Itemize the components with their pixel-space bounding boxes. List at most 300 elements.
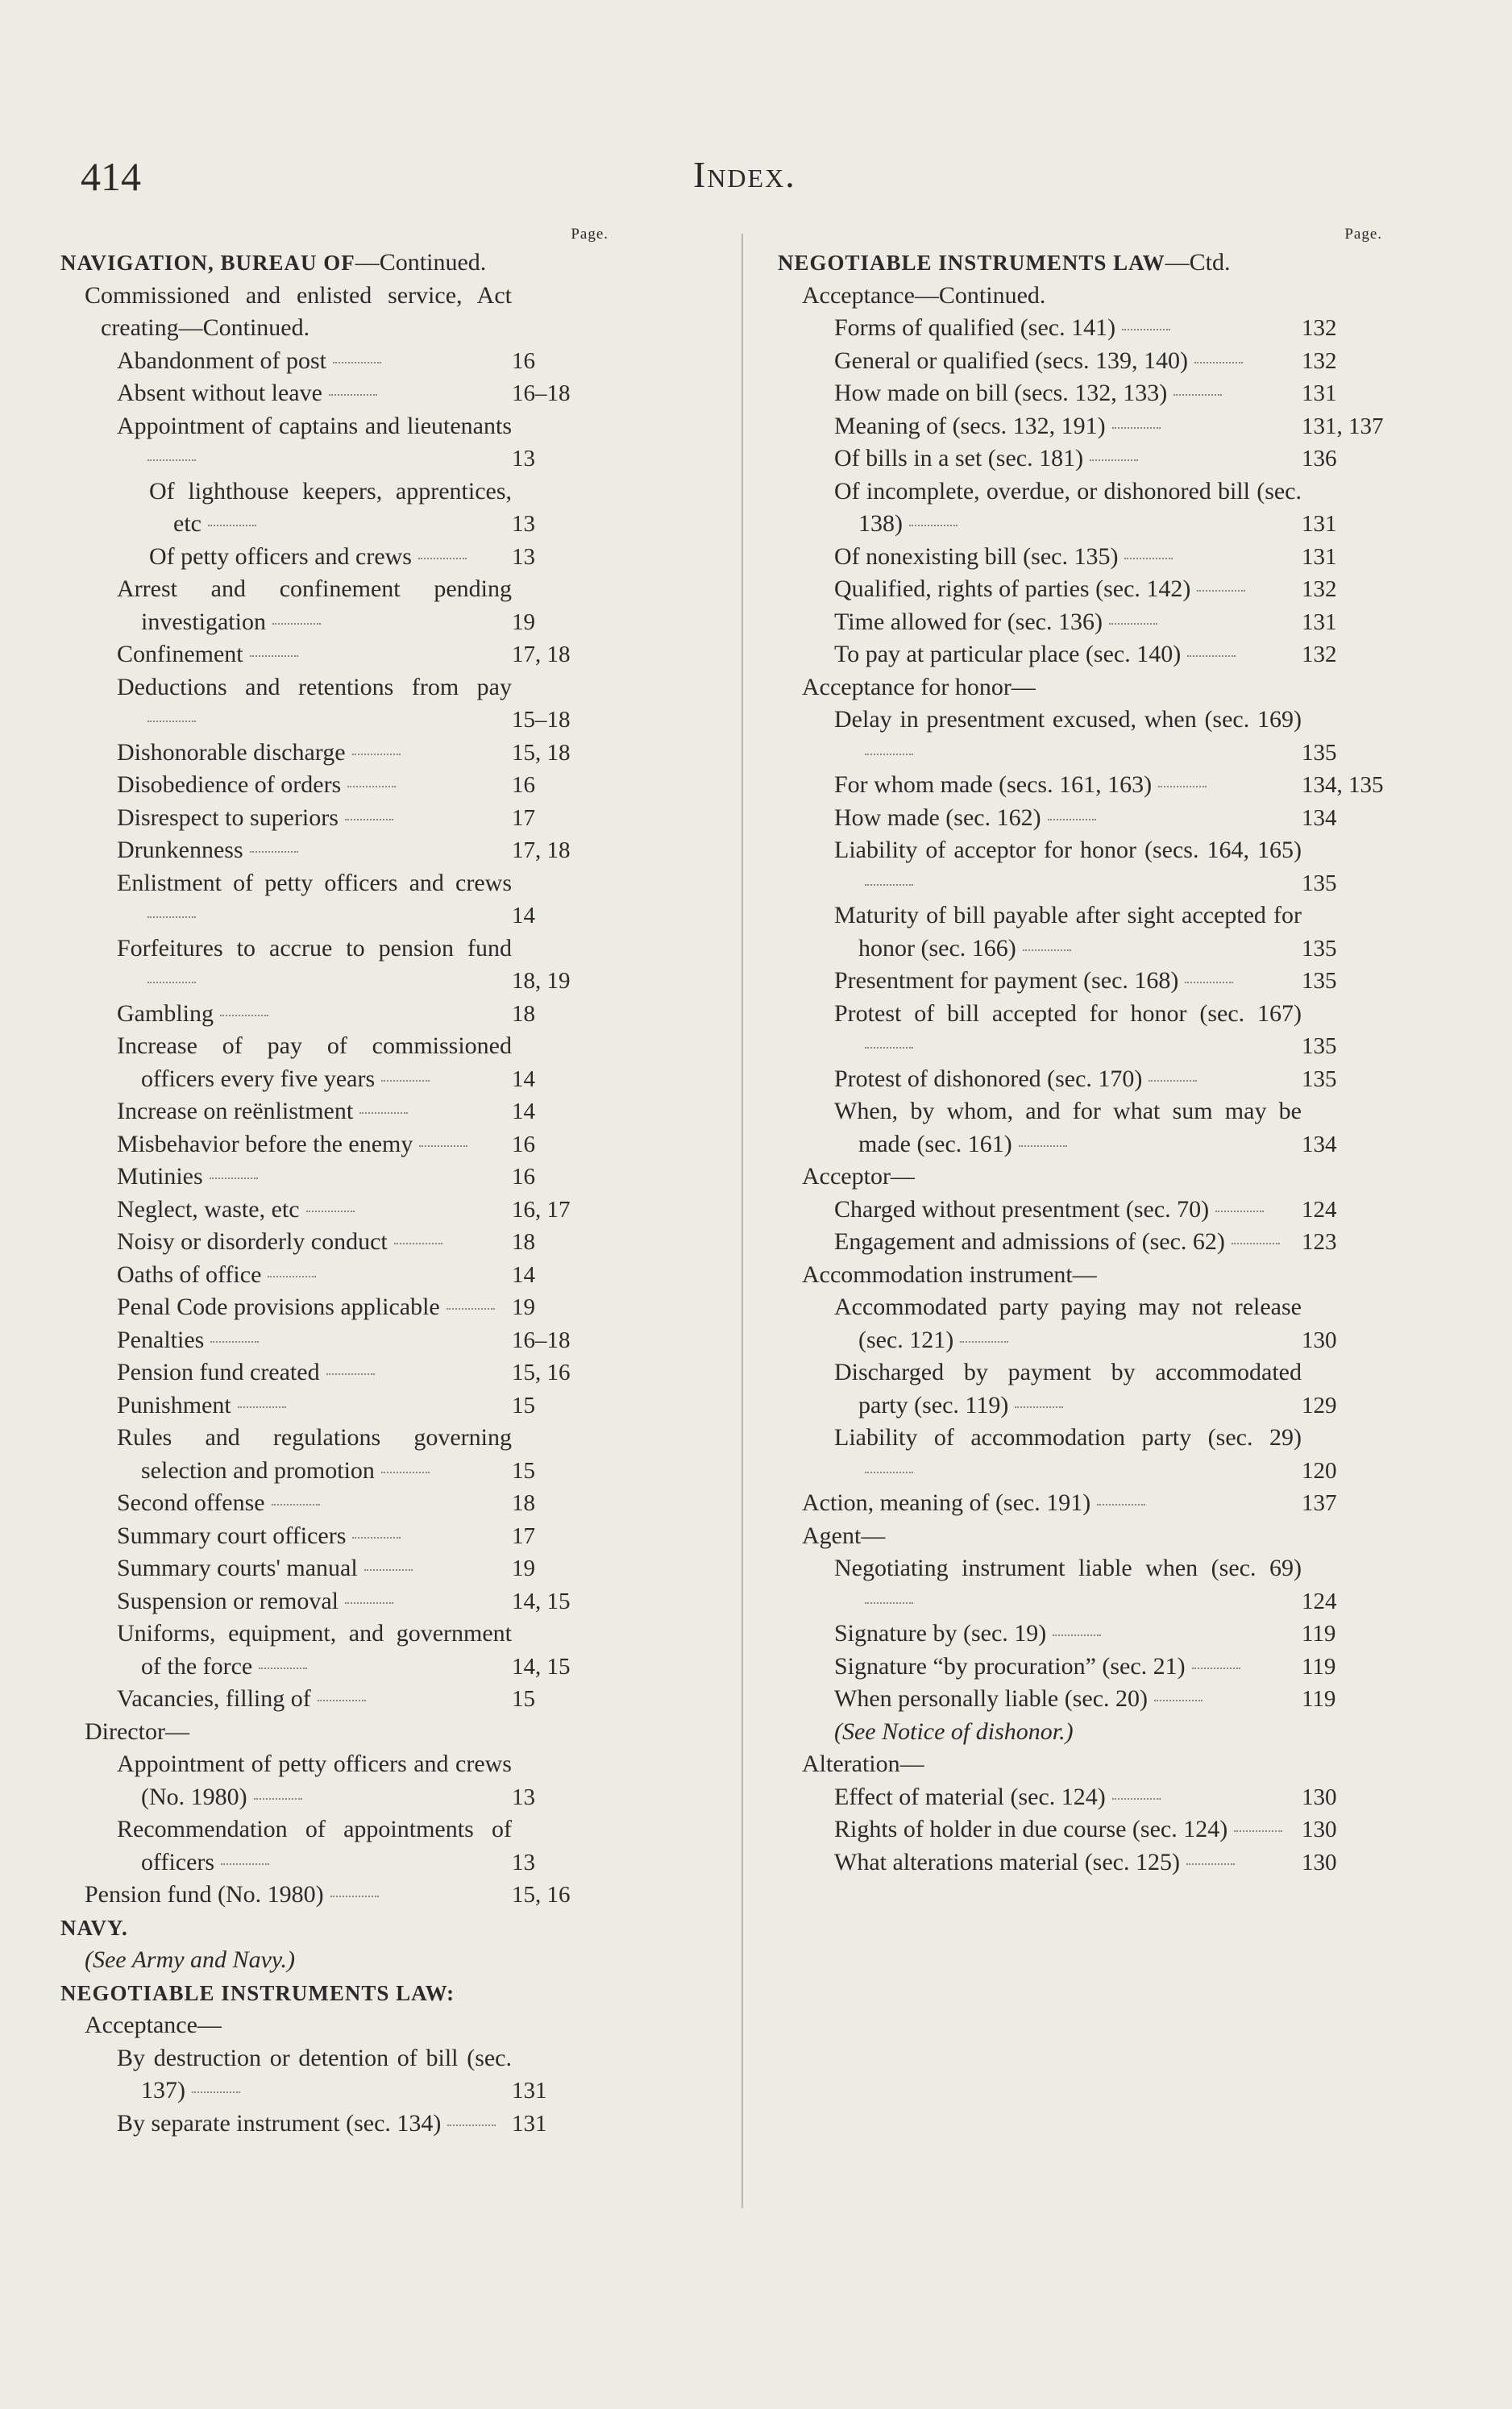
page-ref: 119	[1302, 1686, 1336, 1712]
page-ref: 16	[512, 1131, 535, 1157]
index-entry	[60, 1748, 625, 1813]
entry-text: Pension fund created	[117, 1359, 320, 1385]
leader-dots	[1112, 427, 1161, 429]
entry-text: NAVY.	[60, 1915, 128, 1940]
entry-text: What alterations material (sec. 125)	[834, 1848, 1180, 1875]
index-heading	[60, 1912, 625, 1945]
page-ref: 132	[1302, 347, 1337, 374]
index-entry	[778, 1422, 1423, 1487]
leader-dots	[306, 1211, 355, 1212]
page-ref: 15, 18	[512, 739, 571, 766]
leader-dots	[272, 1504, 320, 1506]
page-ref: 132	[1302, 642, 1337, 667]
entry-text: To pay at particular place (sec. 140)	[834, 641, 1182, 667]
index-entry	[60, 769, 625, 802]
entry-text: Dishonorable discharge	[117, 738, 346, 766]
page-ref: 137	[1302, 1490, 1337, 1516]
continued-note: —Ctd.	[1165, 249, 1231, 276]
entry-text: Liability of acceptor for honor (secs. 164, 165)	[834, 837, 1302, 863]
leader-dots	[1192, 1668, 1240, 1669]
entry-text: Signature by (sec. 19)	[834, 1620, 1047, 1647]
leader-dots	[238, 1406, 286, 1408]
page-ref: 135	[1302, 968, 1337, 994]
page-ref: 15–18	[512, 707, 571, 733]
left-column	[60, 226, 625, 2140]
entry-text: Acceptance for honor—	[802, 673, 1036, 700]
index-entry	[60, 280, 625, 345]
index-entry	[778, 442, 1423, 476]
index-entry	[778, 541, 1423, 574]
leader-dots	[352, 1537, 401, 1539]
index-entry	[60, 1422, 625, 1487]
page-ref: 130	[1302, 1784, 1337, 1810]
leader-dots	[250, 851, 298, 853]
index-entry	[778, 1487, 1423, 1520]
page-ref: 119	[1302, 1653, 1336, 1680]
index-entry	[778, 1552, 1423, 1618]
page-ref: 19	[512, 1294, 535, 1320]
index-entry	[60, 1487, 625, 1520]
page-ref: 131	[512, 2078, 547, 2104]
index-entry	[778, 1781, 1423, 1814]
index-entry	[60, 802, 625, 835]
page-ref: 14, 15	[512, 1588, 571, 1614]
entry-text: Suspension or removal	[117, 1587, 339, 1614]
page-ref: 13	[512, 446, 535, 471]
index-entry	[778, 1356, 1423, 1422]
leader-dots	[359, 1112, 408, 1114]
leader-dots	[1215, 1211, 1264, 1212]
index-entry	[778, 834, 1423, 899]
entry-text: Punishment	[117, 1391, 231, 1418]
page-ref: 132	[1302, 576, 1337, 602]
leader-dots	[1015, 1406, 1063, 1408]
leader-dots	[268, 1276, 316, 1277]
entry-text: Summary courts' manual	[117, 1555, 358, 1581]
leader-dots	[250, 655, 298, 657]
page-ref: 13	[512, 1849, 535, 1875]
entry-text: Drunkenness	[117, 837, 243, 863]
leader-dots	[1197, 590, 1245, 592]
leader-dots	[960, 1341, 1008, 1343]
index-entries	[60, 247, 625, 2140]
entry-text: When personally liable (sec. 20)	[834, 1685, 1149, 1712]
page-ref: 17, 18	[512, 837, 571, 863]
index-entry	[60, 1520, 625, 1553]
leader-dots	[1185, 982, 1233, 983]
page-ref: 17	[512, 1522, 535, 1549]
page-ref: 131	[512, 2110, 547, 2137]
index-entry	[60, 834, 625, 867]
entry-text: Acceptance—Continued.	[802, 281, 1046, 309]
index-entry	[60, 1030, 625, 1095]
page-ref: 17, 18	[512, 642, 571, 667]
index-heading	[60, 247, 625, 280]
leader-dots	[326, 1373, 375, 1375]
entry-text: Abandonment of post	[117, 347, 326, 374]
entry-text: Of lighthouse keepers, apprentices, etc	[149, 477, 512, 537]
page-column-label: Page.	[571, 226, 609, 243]
page-ref: 18, 19	[512, 968, 571, 994]
entry-text: Appointment of captains and lieutenants	[117, 412, 512, 439]
entry-text: Misbehavior before the enemy	[117, 1130, 413, 1157]
index-entry	[778, 1748, 1423, 1781]
page-ref: 130	[1302, 1327, 1337, 1353]
leader-dots	[147, 916, 196, 918]
entry-text: Presentment for payment (sec. 168)	[834, 967, 1179, 994]
page-ref: 131	[1302, 543, 1337, 570]
leader-dots	[1186, 1863, 1235, 1865]
index-heading	[60, 1977, 625, 2010]
entry-text: Protest of dishonored (sec. 170)	[834, 1065, 1143, 1092]
leader-dots	[1173, 394, 1222, 396]
leader-dots	[364, 1569, 413, 1571]
entry-text: How made (sec. 162)	[834, 804, 1041, 831]
index-entry	[778, 573, 1423, 606]
entry-text: Commissioned and enlisted service, Act creating—Continued.	[85, 281, 512, 341]
page-ref: 18	[512, 1490, 535, 1516]
entry-text: Acceptor—	[802, 1163, 915, 1190]
leader-dots	[330, 1896, 379, 1897]
entry-text: Acceptance—	[85, 2012, 222, 2038]
page-ref: 16–18	[512, 1327, 571, 1353]
leader-dots	[1053, 1634, 1101, 1636]
index-entry	[778, 802, 1423, 835]
entry-text: Gambling	[117, 999, 214, 1027]
leader-dots	[220, 1015, 268, 1016]
entry-text: Increase on reënlistment	[117, 1098, 354, 1124]
index-entry	[778, 1651, 1423, 1684]
index-entry	[778, 671, 1423, 704]
index-entry	[778, 606, 1423, 639]
leader-dots	[347, 786, 396, 787]
page-ref: 130	[1302, 1849, 1337, 1875]
entry-text: Mutinies	[117, 1163, 203, 1190]
page-ref: 13	[512, 511, 535, 537]
leader-dots	[333, 362, 381, 363]
page-ref: 134, 135	[1302, 772, 1384, 798]
leader-dots	[419, 1145, 467, 1147]
entry-text: (See Army and Navy.)	[85, 1946, 296, 1973]
index-entry	[778, 1846, 1423, 1879]
leader-dots	[1109, 623, 1157, 625]
page-ref: 120	[1302, 1457, 1337, 1484]
entry-text: By separate instrument (sec. 134)	[117, 2109, 442, 2137]
index-entry	[60, 1095, 625, 1128]
page-ref: 132	[1302, 315, 1337, 341]
leader-dots	[221, 1863, 269, 1865]
page-ref: 119	[1302, 1621, 1336, 1647]
leader-dots	[1097, 1504, 1145, 1506]
entry-text: Forfeitures to accrue to pension fund	[117, 934, 512, 962]
index-entry	[60, 1813, 625, 1879]
index-entry	[778, 280, 1423, 313]
entry-text: How made on bill (secs. 132, 133)	[834, 380, 1168, 406]
entry-text: Pension fund (No. 1980)	[85, 1881, 324, 1908]
page-ref: 134	[1302, 1131, 1337, 1157]
page-number: 414	[81, 154, 141, 199]
page-ref: 135	[1302, 935, 1337, 962]
leader-dots	[865, 884, 913, 886]
leader-dots	[1187, 655, 1236, 657]
index-entry	[778, 345, 1423, 378]
leader-dots	[447, 2124, 496, 2126]
index-entry	[60, 1879, 625, 1912]
index-entry	[60, 638, 625, 671]
index-entry	[60, 737, 625, 770]
index-entry	[778, 312, 1423, 345]
entry-text: Vacancies, filling of	[117, 1685, 311, 1712]
entry-text: Enlistment of petty officers and crews	[117, 869, 512, 896]
leader-dots	[1023, 949, 1071, 951]
entry-text: Deductions and retentions from pay	[117, 673, 512, 700]
page-ref: 13	[512, 543, 535, 570]
entry-text: Arrest and confinement pending investigation	[117, 575, 512, 635]
entry-text: Forms of qualified (sec. 141)	[834, 314, 1116, 341]
leader-dots	[147, 721, 196, 722]
entry-text: Meaning of (secs. 132, 191)	[834, 412, 1106, 439]
index-entry	[778, 998, 1423, 1063]
continued-note: —Continued.	[355, 249, 487, 276]
page-header	[0, 153, 1512, 210]
page-ref: 130	[1302, 1817, 1337, 1842]
index-entry	[60, 377, 625, 410]
index-entry	[778, 1259, 1423, 1292]
index-entry	[60, 1259, 625, 1292]
page-ref: 131	[1302, 608, 1337, 635]
index-entries	[778, 247, 1423, 1879]
index-entry	[60, 345, 625, 378]
index-entry	[60, 1585, 625, 1618]
entry-text: Increase of pay of commissioned officers every five years	[117, 1032, 512, 1092]
entry-text: Protest of bill accepted for honor (sec. 167)	[834, 999, 1302, 1027]
page-ref: 124	[1302, 1196, 1337, 1223]
page-ref: 129	[1302, 1392, 1337, 1418]
index-entry	[60, 1324, 625, 1357]
leader-dots	[865, 1047, 913, 1049]
entry-text: Charged without presentment (sec. 70)	[834, 1195, 1210, 1223]
entry-text: Recommendation of appointments of officers	[117, 1816, 512, 1875]
leader-dots	[1112, 1798, 1161, 1800]
entry-text: Agent—	[802, 1522, 886, 1549]
entry-text: (See Notice of dishonor.)	[834, 1717, 1074, 1745]
page-ref: 18	[512, 1229, 535, 1255]
page-ref: 15	[512, 1392, 535, 1418]
leader-dots	[345, 819, 393, 820]
leader-dots	[418, 558, 467, 559]
entry-text: Engagement and admissions of (sec. 62)	[834, 1228, 1225, 1255]
leader-dots	[1090, 459, 1138, 461]
entry-text: Of nonexisting bill (sec. 135)	[834, 542, 1119, 570]
page-ref: 18	[512, 1000, 535, 1027]
leader-dots	[865, 754, 913, 755]
index-heading	[778, 247, 1423, 280]
index-entry	[778, 1618, 1423, 1651]
leader-dots	[259, 1668, 307, 1669]
entry-text: Uniforms, equipment, and government of the force	[117, 1620, 512, 1680]
page-ref: 134	[1302, 804, 1337, 831]
leader-dots	[381, 1080, 430, 1082]
index-entry	[778, 1161, 1423, 1194]
index-entry	[60, 1716, 625, 1749]
page-ref: 16–18	[512, 380, 571, 406]
page-ref: 14	[512, 1261, 535, 1288]
entry-text: Disrespect to superiors	[117, 804, 339, 831]
entry-text: Of incomplete, overdue, or dishonored bill (sec. 138)	[834, 477, 1302, 537]
leader-dots	[254, 1798, 302, 1800]
entry-text: Liability of accommodation party (sec. 29)	[834, 1424, 1302, 1451]
entry-text: Accommodated party paying may not release (sec. 121)	[834, 1294, 1302, 1353]
page-ref: 15, 16	[512, 1882, 571, 1908]
entry-text: Oaths of office	[117, 1261, 262, 1288]
index-entry	[778, 1683, 1423, 1716]
index-entry	[60, 541, 625, 574]
index-entry	[60, 1291, 625, 1324]
index-entry	[60, 476, 625, 541]
leader-dots	[272, 623, 321, 625]
leader-dots	[318, 1700, 366, 1701]
leader-dots	[394, 1243, 442, 1244]
index-entry	[60, 2042, 625, 2108]
leader-dots	[447, 1308, 495, 1310]
index-entry	[60, 410, 625, 476]
index-entry	[60, 1226, 625, 1259]
leader-dots	[1232, 1243, 1280, 1244]
leader-dots	[192, 2091, 240, 2093]
leader-dots	[147, 982, 196, 983]
leader-dots	[381, 1472, 430, 1473]
leader-dots	[1194, 362, 1243, 363]
index-entry	[60, 1944, 625, 1977]
index-entry	[778, 1095, 1423, 1161]
entry-text: NAVIGATION, BUREAU OF	[60, 251, 355, 275]
page-ref: 131	[1302, 511, 1337, 537]
leader-dots	[1158, 786, 1207, 787]
entry-text: Confinement	[117, 641, 243, 667]
entry-text: Effect of material (sec. 124)	[834, 1783, 1106, 1810]
index-entry	[778, 1226, 1423, 1259]
entry-text: Noisy or disorderly conduct	[117, 1228, 388, 1255]
page-ref: 16, 17	[512, 1196, 571, 1223]
page-ref: 15	[512, 1686, 535, 1712]
entry-text: Director—	[85, 1717, 189, 1745]
entry-text: Appointment of petty officers and crews (No. 1980)	[117, 1751, 512, 1810]
running-title: Index.	[693, 154, 796, 195]
index-entry	[778, 704, 1423, 769]
index-entry	[60, 1356, 625, 1389]
entry-text: NEGOTIABLE INSTRUMENTS LAW:	[60, 1980, 455, 2005]
entry-text: Alteration—	[802, 1751, 924, 1777]
index-entry	[778, 476, 1423, 541]
page-ref: 19	[512, 1555, 535, 1581]
entry-text: Penal Code provisions applicable	[117, 1294, 440, 1320]
page-ref: 123	[1302, 1229, 1337, 1255]
leader-dots	[1234, 1830, 1282, 1832]
entry-text: Rules and regulations governing selection and promotion	[117, 1424, 512, 1484]
page-ref: 16	[512, 772, 535, 798]
entry-text: Negotiating instrument liable when (sec. 69)	[834, 1555, 1302, 1581]
page-ref: 15, 16	[512, 1360, 571, 1385]
entry-text: Qualified, rights of parties (sec. 142)	[834, 575, 1191, 602]
entry-text: Of petty officers and crews	[149, 542, 412, 570]
page-ref: 124	[1302, 1588, 1337, 1614]
leader-dots	[210, 1341, 259, 1343]
page-ref: 15	[512, 1457, 535, 1484]
entry-text: Penalties	[117, 1326, 205, 1353]
index-entry	[60, 932, 625, 998]
page-ref: 16	[512, 1164, 535, 1190]
entry-text: General or qualified (secs. 139, 140)	[834, 347, 1189, 374]
index-entry	[778, 1813, 1423, 1846]
entry-text: By destruction or detention of bill (sec. 137)	[117, 2044, 512, 2104]
index-entry	[60, 1194, 625, 1227]
leader-dots	[1048, 819, 1096, 820]
leader-dots	[1122, 329, 1170, 330]
index-entry	[60, 998, 625, 1031]
leader-dots	[1124, 558, 1173, 559]
index-entry	[778, 1063, 1423, 1096]
page-ref: 131, 137	[1302, 413, 1384, 439]
index-entry	[60, 1389, 625, 1423]
page-ref: 135	[1302, 1033, 1337, 1059]
page-ref: 14	[512, 1099, 535, 1124]
index-entry	[60, 671, 625, 737]
index-entry	[778, 965, 1423, 998]
index-entry	[778, 1520, 1423, 1553]
entry-text: Discharged by payment by accommodated party (sec. 119)	[834, 1359, 1302, 1418]
right-column	[778, 226, 1423, 1879]
entry-text: Accommodation instrument—	[802, 1261, 1097, 1288]
entry-text: Time allowed for (sec. 136)	[834, 608, 1103, 635]
entry-text: When, by whom, and for what sum may be made (sec. 161)	[834, 1098, 1302, 1157]
page-ref: 17	[512, 804, 535, 831]
index-entry	[778, 410, 1423, 443]
index-entry	[60, 573, 625, 638]
entry-text: Second offense	[117, 1489, 265, 1516]
index-entry	[60, 1128, 625, 1161]
entry-text: Delay in presentment excused, when (sec. 169)	[834, 706, 1302, 733]
index-entry	[778, 638, 1423, 671]
page-ref: 14	[512, 903, 535, 928]
column-divider	[741, 234, 743, 2208]
entry-text: Absent without leave	[117, 380, 322, 406]
page-ref: 135	[1302, 870, 1337, 896]
entry-text: Rights of holder in due course (sec. 124)	[834, 1816, 1228, 1842]
page-ref: 131	[1302, 380, 1337, 406]
entry-text: NEGOTIABLE INSTRUMENTS LAW	[778, 251, 1165, 275]
page-ref: 19	[512, 608, 535, 635]
page-ref: 14	[512, 1065, 535, 1092]
entry-text: For whom made (secs. 161, 163)	[834, 771, 1153, 798]
leader-dots	[909, 525, 957, 526]
entry-text: Disobedience of orders	[117, 771, 342, 798]
leader-dots	[865, 1472, 913, 1473]
leader-dots	[1149, 1080, 1197, 1082]
index-entry	[778, 1291, 1423, 1356]
leader-dots	[352, 754, 401, 755]
leader-dots	[329, 394, 377, 396]
index-entry	[60, 1552, 625, 1585]
leader-dots	[1019, 1145, 1067, 1147]
index-entry	[778, 769, 1423, 802]
page-ref: 13	[512, 1784, 535, 1810]
entry-text: Action, meaning of (sec. 191)	[802, 1489, 1091, 1516]
entry-text: Summary court officers	[117, 1522, 347, 1549]
index-entry	[778, 377, 1423, 410]
entry-text: Maturity of bill payable after sight accepted for honor (sec. 166)	[834, 902, 1302, 962]
index-entry	[60, 1161, 625, 1194]
entry-text: Neglect, waste, etc	[117, 1195, 300, 1223]
